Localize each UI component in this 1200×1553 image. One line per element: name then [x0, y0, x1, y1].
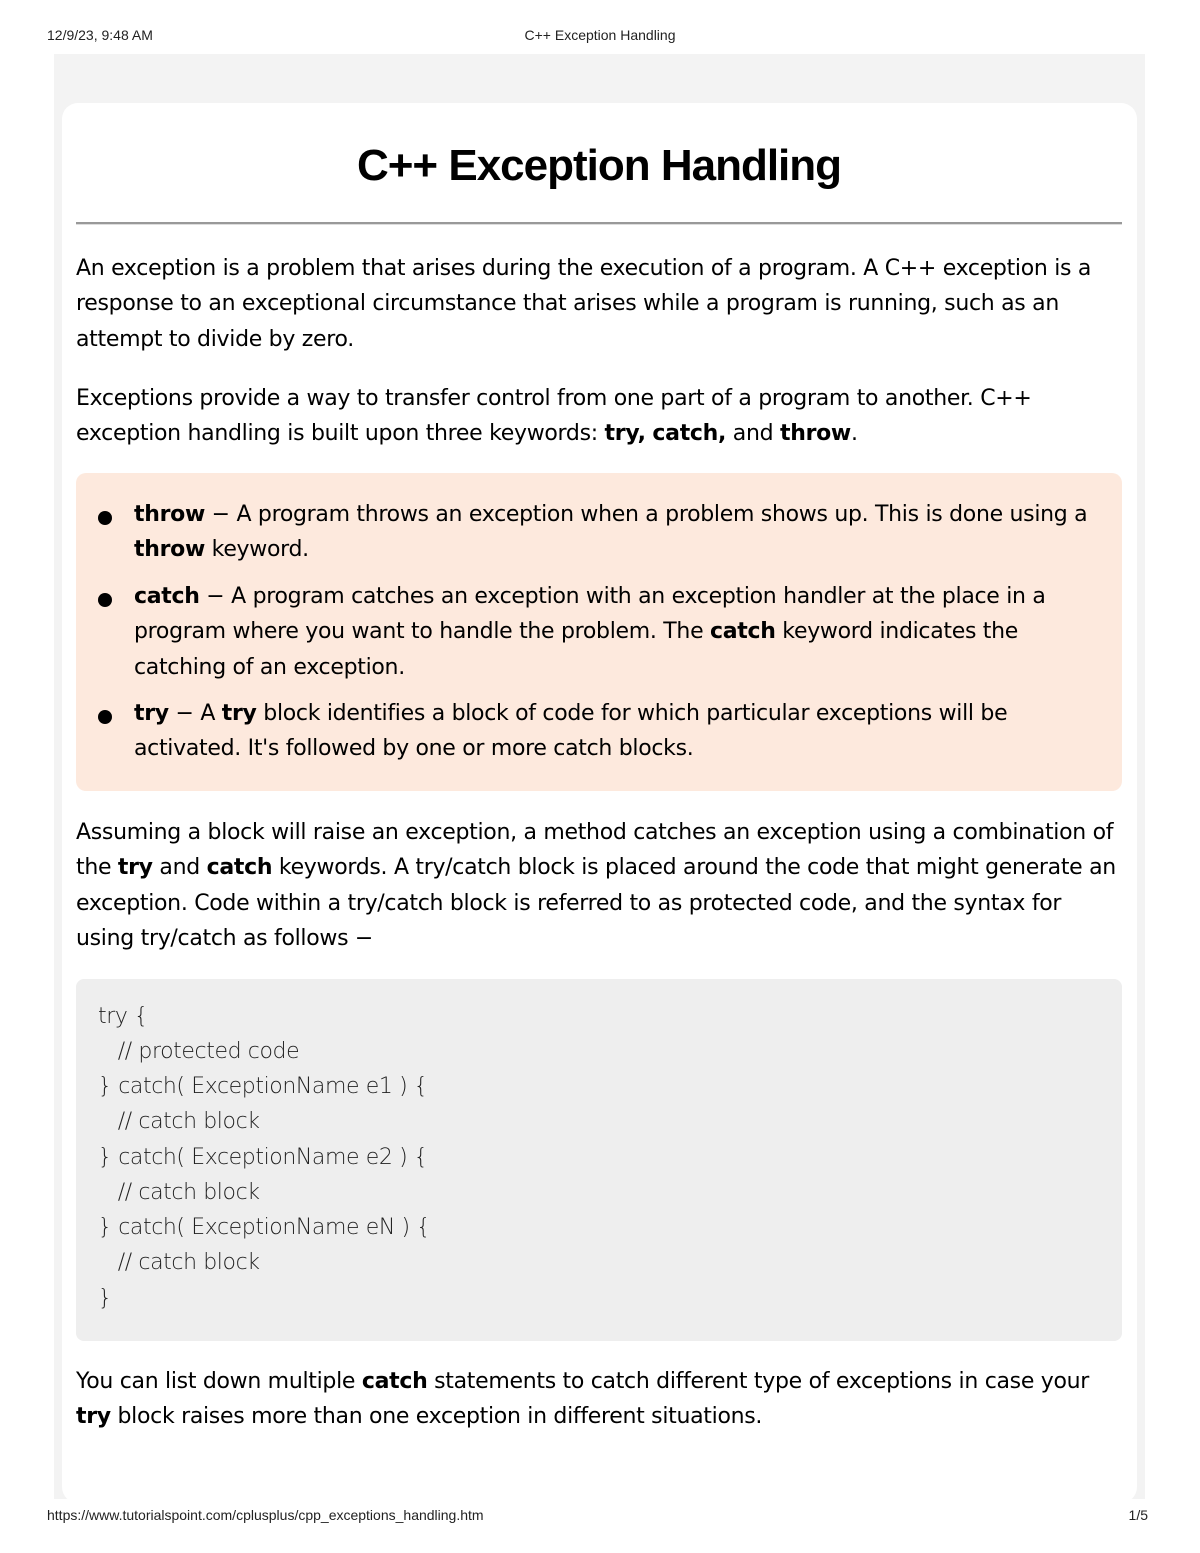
code-line: // catch block [98, 1250, 260, 1275]
paragraph-text: Assuming a block will raise an exception, a method catches an exception using a combination of the [76, 820, 1114, 881]
print-url[interactable]: https://www.tutorialspoint.com/cplusplus/cpp_exceptions_handling.htm [47, 1507, 484, 1523]
print-header [0, 27, 1200, 47]
note-item-catch [134, 579, 1104, 685]
keyword-try: try, [604, 421, 646, 447]
note-keyword: catch [134, 584, 200, 609]
try-catch-paragraph [76, 815, 1122, 956]
code-line: } catch( ExceptionName eN ) { [98, 1215, 430, 1240]
code-line: // protected code [98, 1039, 300, 1064]
keywords-paragraph [76, 381, 1122, 452]
title-divider [76, 222, 1122, 225]
keyword-try: try [76, 1404, 111, 1430]
code-line: } [98, 1286, 112, 1311]
paragraph-text: You can list down multiple [76, 1369, 362, 1394]
print-page-number: 1/5 [1128, 1507, 1148, 1523]
note-bold: try [221, 701, 257, 726]
article-card [62, 103, 1137, 1503]
code-block[interactable] [76, 979, 1122, 1341]
code-line: } catch( ExceptionName e1 ) { [98, 1074, 428, 1099]
note-bold: catch [710, 619, 776, 645]
code-line: // catch block [98, 1180, 260, 1205]
note-text: − A [168, 701, 222, 726]
note-keyword: throw [134, 502, 205, 527]
note-keyword: try [134, 701, 169, 726]
keyword-catch: catch, [652, 421, 727, 447]
paragraph-text: and [152, 855, 207, 881]
code-line: try { [98, 1004, 148, 1029]
keywords-end: . [850, 421, 858, 447]
multiple-catch-paragraph [76, 1364, 1122, 1435]
note-item-throw [134, 497, 1104, 568]
keyword-throw: throw [779, 421, 851, 447]
code-line: } catch( ExceptionName e2 ) { [98, 1145, 428, 1170]
note-text: block identifies a block of code for which particular exceptions will be activated. It's followed by one or more catch blocks. [134, 701, 1008, 762]
note-text: keyword. [204, 537, 309, 563]
keywords-and: and [726, 421, 780, 447]
note-bold: throw [134, 537, 205, 563]
paragraph-text: block raises more than one exception in different situations. [110, 1404, 763, 1430]
code-line: // catch block [98, 1109, 260, 1134]
keyword-catch: catch [206, 855, 273, 881]
note-item-try [134, 696, 1104, 767]
note-text: keyword indicates the catching of an exception. [134, 619, 1019, 680]
keywords-text: Exceptions provide a way to transfer control from one part of a program to another. C++ exception handling is built upon three keywords: [76, 386, 1032, 447]
note-text: − A program catches an exception with an exception handler at the place in a program where you want to handle the problem. The [134, 584, 1046, 645]
intro-paragraph: An exception is a problem that arises during the execution of a program. A C++ exception is a response to an exceptional circumstance that arises while a program is running, such as an attempt to divide by zero. [76, 256, 1092, 352]
article-title: C++ Exception Handling [356, 141, 842, 190]
paragraph-text: statements to catch different type of exceptions in case your [427, 1369, 1090, 1394]
print-footer [0, 1507, 1200, 1527]
print-datetime: 12/9/23, 9:48 AM [47, 27, 153, 43]
keyword-try: try [117, 855, 153, 881]
keyword-catch: catch [361, 1369, 428, 1394]
keywords-note-box [76, 473, 1122, 791]
paragraph-text: keywords. A try/catch block is placed around the code that might generate an exception. Code within a try/catch block is referred to as protected code, and the syntax for using try/catch as follows − [76, 855, 1116, 951]
print-page-title: C++ Exception Handling [524, 27, 676, 43]
note-text: − A program throws an exception when a problem shows up. This is done using a [204, 502, 1088, 527]
